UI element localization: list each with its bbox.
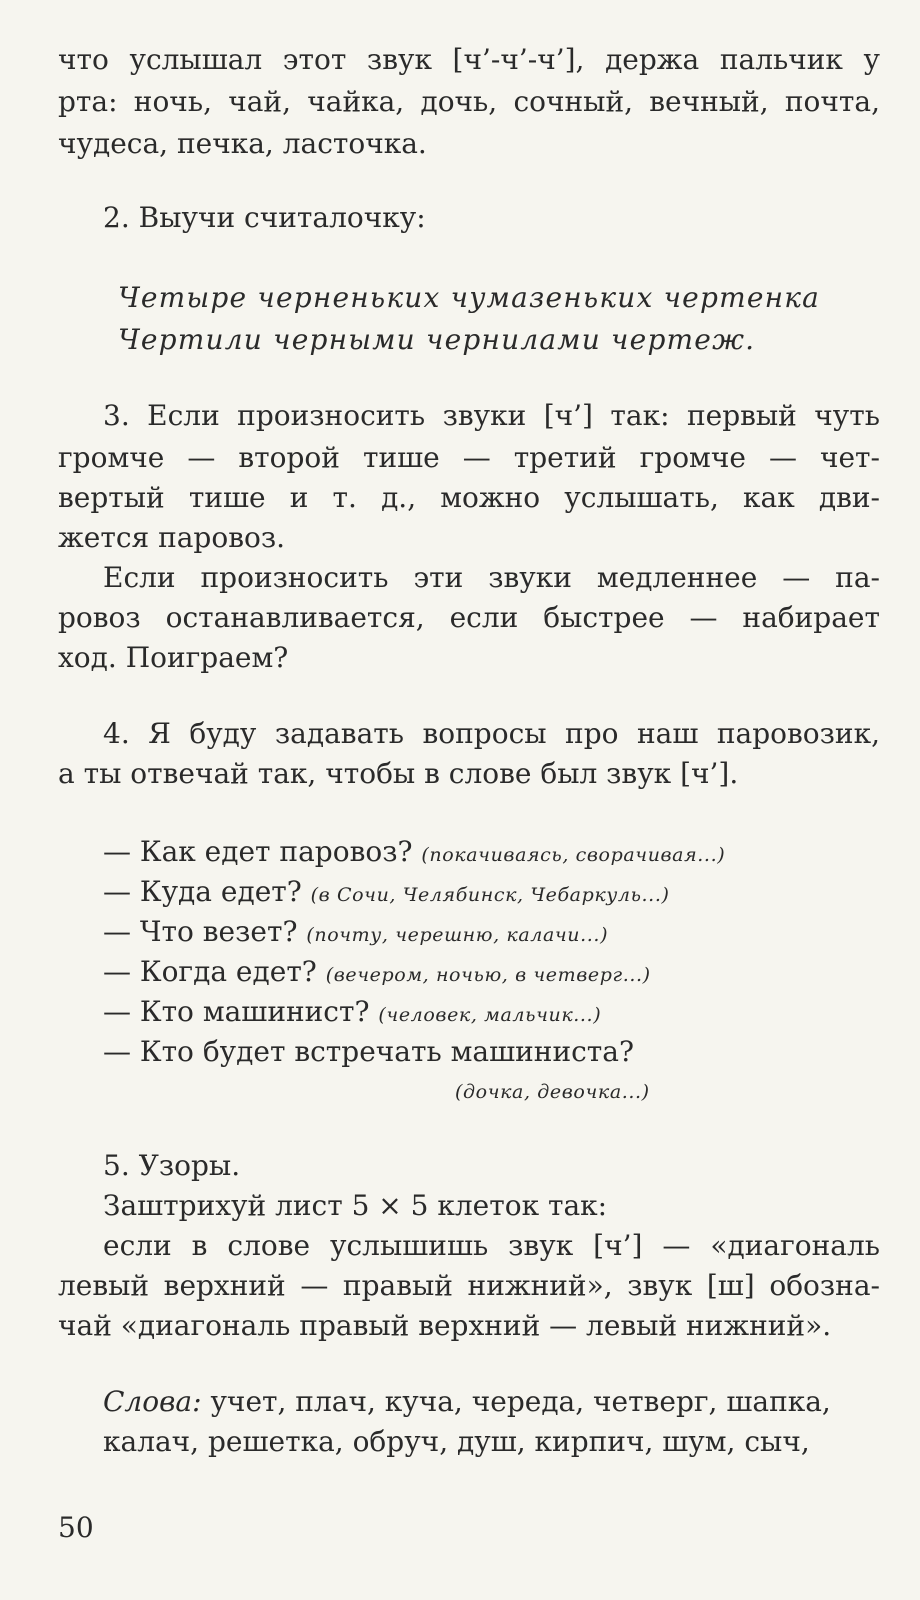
poem-line-2: Чертили черными чернилами чертеж.	[118, 323, 756, 356]
answer-hint: (человек, мальчик...)	[378, 1004, 602, 1026]
intro-line-3: чудеса, печка, ласточка.	[58, 127, 427, 160]
words-line-1	[103, 1382, 880, 1422]
question-text: — Что везет?	[103, 915, 298, 948]
task3-line-2: громче — второй тише — третий громче — чет-	[58, 441, 880, 474]
page-number: 50	[58, 1511, 94, 1544]
question-row	[103, 952, 880, 995]
task3-line-3: вертый тише и т. д., можно услышать, как дви-	[58, 481, 880, 514]
words-list: учет, плач, куча, череда, четверг, шапка,	[210, 1385, 831, 1418]
intro-line-2: рта: ночь, чай, чайка, дочь, сочный, вечный, почта,	[58, 85, 880, 118]
task5-instruction: Заштрихуй лист 5 × 5 клеток так:	[103, 1189, 608, 1222]
task4-line-1: 4. Я буду задавать вопросы про наш паровозик,	[103, 717, 880, 750]
question-text: — Как едет паровоз?	[103, 835, 413, 868]
answer-hint: (вечером, ночью, в четверг...)	[325, 964, 651, 986]
task3-line-1: 3. Если произносить звуки [ч’] так: первый чуть	[103, 399, 880, 432]
task3-line-7: ход. Поиграем?	[58, 641, 289, 674]
question-text: — Когда едет?	[103, 955, 317, 988]
question-text: — Кто машинист?	[103, 995, 370, 1028]
intro-line-1: что услышал этот звук [ч’-ч’-ч’], держа пальчик у	[58, 43, 880, 76]
task5-line-3: чай «диагональ правый верхний — левый нижний».	[58, 1309, 832, 1342]
task3-line-5: Если произносить эти звуки медленнее — па-	[103, 561, 880, 594]
words-label: Слова:	[103, 1385, 202, 1418]
task3-line-6: ровоз останавливается, если быстрее — набирает	[58, 601, 880, 634]
answer-hint: (дочка, девочка...)	[455, 1081, 650, 1103]
question-row	[103, 912, 880, 955]
question-text: — Кто будет встречать машиниста?	[103, 1035, 634, 1068]
task2-heading: 2. Выучи считалочку:	[103, 201, 426, 234]
task5-heading: 5. Узоры.	[103, 1149, 241, 1182]
poem-line-1: Четыре черненьких чумазеньких чертенка	[118, 281, 821, 314]
question-row	[103, 872, 880, 915]
answer-hint: (почту, черешню, калачи...)	[306, 924, 609, 946]
task4-line-2: а ты отвечай так, чтобы в слове был звук [ч’].	[58, 757, 739, 790]
question-row	[103, 992, 880, 1035]
answer-hint: (покачиваясь, сворачивая...)	[421, 844, 726, 866]
question-row	[103, 832, 880, 875]
task5-line-1: если в слове услышишь звук [ч’] — «диагональ	[103, 1229, 880, 1262]
answer-hint: (в Сочи, Челябинск, Чебаркуль...)	[310, 884, 670, 906]
question-text: — Куда едет?	[103, 875, 302, 908]
question-row	[103, 1032, 880, 1072]
task3-line-4: жется паровоз.	[58, 521, 285, 554]
words-line-2: калач, решетка, обруч, душ, кирпич, шум, сыч,	[103, 1425, 810, 1458]
task5-line-2: левый верхний — правый нижний», звук [ш] обозна-	[58, 1269, 880, 1302]
